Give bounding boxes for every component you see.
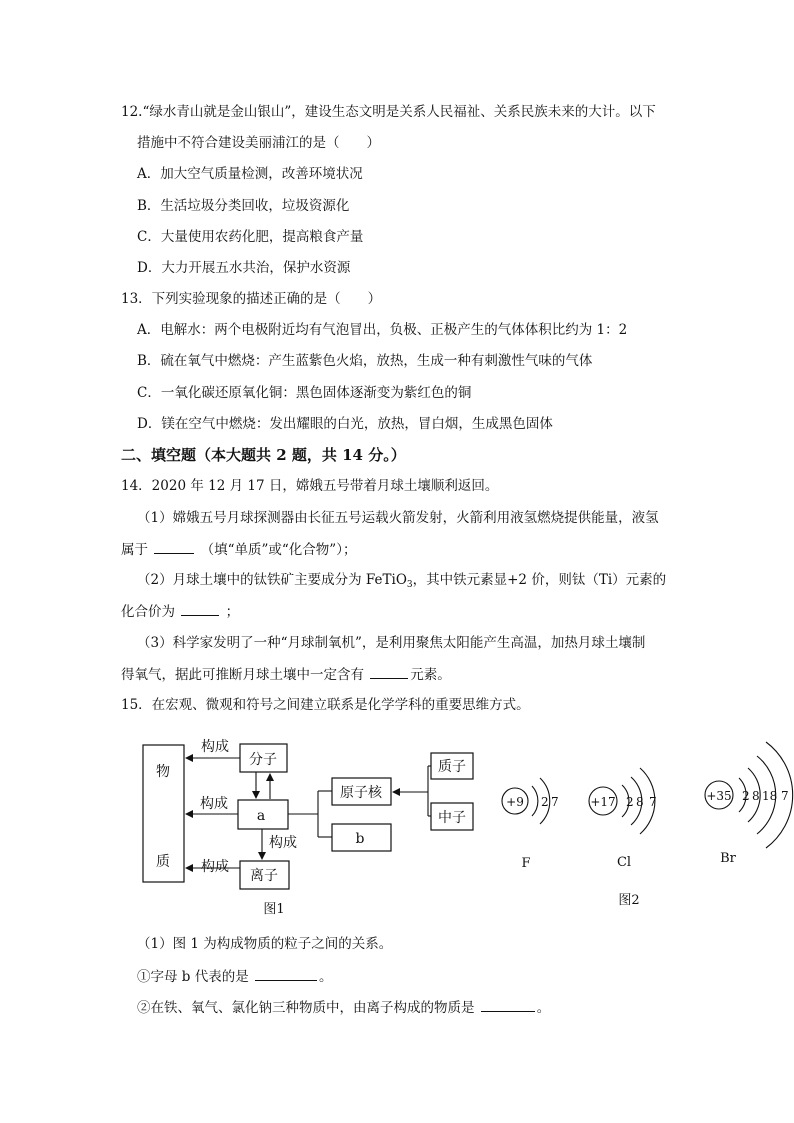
q13-option-c: C．一氧化碳还原氧化铜：黑色固体逐渐变为紫红色的铜 xyxy=(137,385,472,401)
ion-label: 离子 xyxy=(250,868,278,884)
section-heading: 二、填空题（本大题共 2 题，共 14 分。） xyxy=(121,446,406,464)
q12-stem-line2: 措施中不符合建设美丽浦江的是（ ） xyxy=(137,135,380,151)
br-electrons-2: 8 xyxy=(752,789,760,803)
q12-stem-line1: 12.“绿水青山就是金山银山”，建设生态文明是关系人民福祉、关系民族未来的大计。以下 xyxy=(121,104,656,120)
q15-blank-1[interactable] xyxy=(255,966,317,981)
br-electrons-3: 18 xyxy=(762,789,778,803)
br-electrons-4: 7 xyxy=(781,789,789,803)
q13-option-a: A．电解水：两个电极附近均有气泡冒出，负极、正极产生的气体体积比约为 1：2 xyxy=(137,322,628,338)
q13-option-d: D．镁在空气中燃烧：发出耀眼的白光，放热，冒白烟，生成黑色固体 xyxy=(137,416,553,432)
cl-electrons-1: 2 xyxy=(626,795,634,809)
q14-part2-line1: （2）月球土壤中的钛铁矿主要成分为 FeTiO$_3$，其中铁元素显+2 价，则钛（Ti）元素的 xyxy=(137,572,667,590)
constitute-label-2: 构成 xyxy=(200,796,228,812)
q12-option-c: C．大量使用农药化肥，提高粮食产量 xyxy=(137,229,364,245)
atom-structure-br xyxy=(705,742,793,866)
q13-option-b: B．硫在氧气中燃烧：产生蓝紫色火焰，放热，生成一种有刺激性气味的气体 xyxy=(137,353,593,369)
q15-sub2: ②在铁、氧气、氯化钠三种物质中，由离子构成的物质是 。 xyxy=(137,997,550,1018)
molecule-label: 分子 xyxy=(249,752,277,768)
nucleus-label: 原子核 xyxy=(340,785,382,801)
q12-option-d: D．大力开展五水共治，保护水资源 xyxy=(137,260,351,276)
q14-part1-line1: （1）嫦娥五号月球探测器由长征五号运载火箭发射，火箭利用液氢燃烧提供能量，液氢 xyxy=(137,510,659,526)
q14-part1-line2: 属于 （填“单质”或“化合物”）； xyxy=(121,539,356,560)
f-nucleus-charge: +9 xyxy=(506,795,524,809)
constitute-label-3: 构成 xyxy=(201,859,229,875)
f-electrons-2: 7 xyxy=(551,795,559,809)
matter-label-top: 物 xyxy=(156,764,170,780)
q12-option-a: A．加大空气质量检测，改善环境状况 xyxy=(137,166,363,182)
q15-blank-2[interactable] xyxy=(481,997,535,1012)
q14-blank-3[interactable] xyxy=(370,664,408,679)
q15-figures xyxy=(0,728,794,958)
q15-sub1: ①字母 b 代表的是 。 xyxy=(137,966,333,987)
matter-label-bottom: 质 xyxy=(156,854,170,870)
constitute-label-4: 构成 xyxy=(269,835,297,851)
figure-2-caption: 图2 xyxy=(618,893,640,908)
br-nucleus-charge: +35 xyxy=(706,789,732,803)
cl-electrons-2: 8 xyxy=(636,795,644,809)
figure-1-particle-diagram xyxy=(143,738,473,917)
f-electrons-1: 2 xyxy=(541,795,549,809)
atom-structure-cl xyxy=(589,768,657,870)
q15-part1: （1）图 1 为构成物质的粒子之间的关系。 xyxy=(137,936,393,952)
figure-1-caption: 图1 xyxy=(263,902,285,917)
f-shell-1 xyxy=(532,786,538,816)
neutron-label: 中子 xyxy=(438,810,466,826)
atom-structure-f xyxy=(502,778,559,871)
q13-stem: 13．下列实验现象的描述正确的是（ ） xyxy=(121,291,382,307)
q14-stem: 14．2020 年 12 月 17 日，嫦娥五号带着月球土壤顺利返回。 xyxy=(121,478,499,494)
cl-symbol: Cl xyxy=(616,855,632,870)
br-electrons-1: 2 xyxy=(742,789,750,803)
q15-stem: 15．在宏观、微观和符号之间建立联系是化学学科的重要思维方式。 xyxy=(121,697,530,713)
atom-a-label: a xyxy=(256,808,266,824)
q14-blank-2[interactable] xyxy=(181,601,219,616)
br-symbol: Br xyxy=(720,851,736,866)
cl-electrons-3: 7 xyxy=(649,795,657,809)
q14-part3-line2: 得氧气，据此可推断月球土壤中一定含有 元素。 xyxy=(121,664,451,685)
constitute-label-1: 构成 xyxy=(201,739,229,755)
q14-part2-line2: 化合价为 ； xyxy=(121,601,239,622)
q14-part3-line1: （3）科学家发明了一种“月球制氧机”，是利用聚焦太阳能产生高温，加热月球土壤制 xyxy=(137,635,646,651)
figure-2-atomic-structures xyxy=(502,742,793,908)
f-symbol: F xyxy=(521,856,531,871)
cl-nucleus-charge: +17 xyxy=(590,795,616,809)
b-label: b xyxy=(355,831,365,847)
q12-option-b: B．生活垃圾分类回收，垃圾资源化 xyxy=(137,198,350,214)
proton-label: 质子 xyxy=(438,759,466,775)
q14-blank-1[interactable] xyxy=(154,539,194,554)
